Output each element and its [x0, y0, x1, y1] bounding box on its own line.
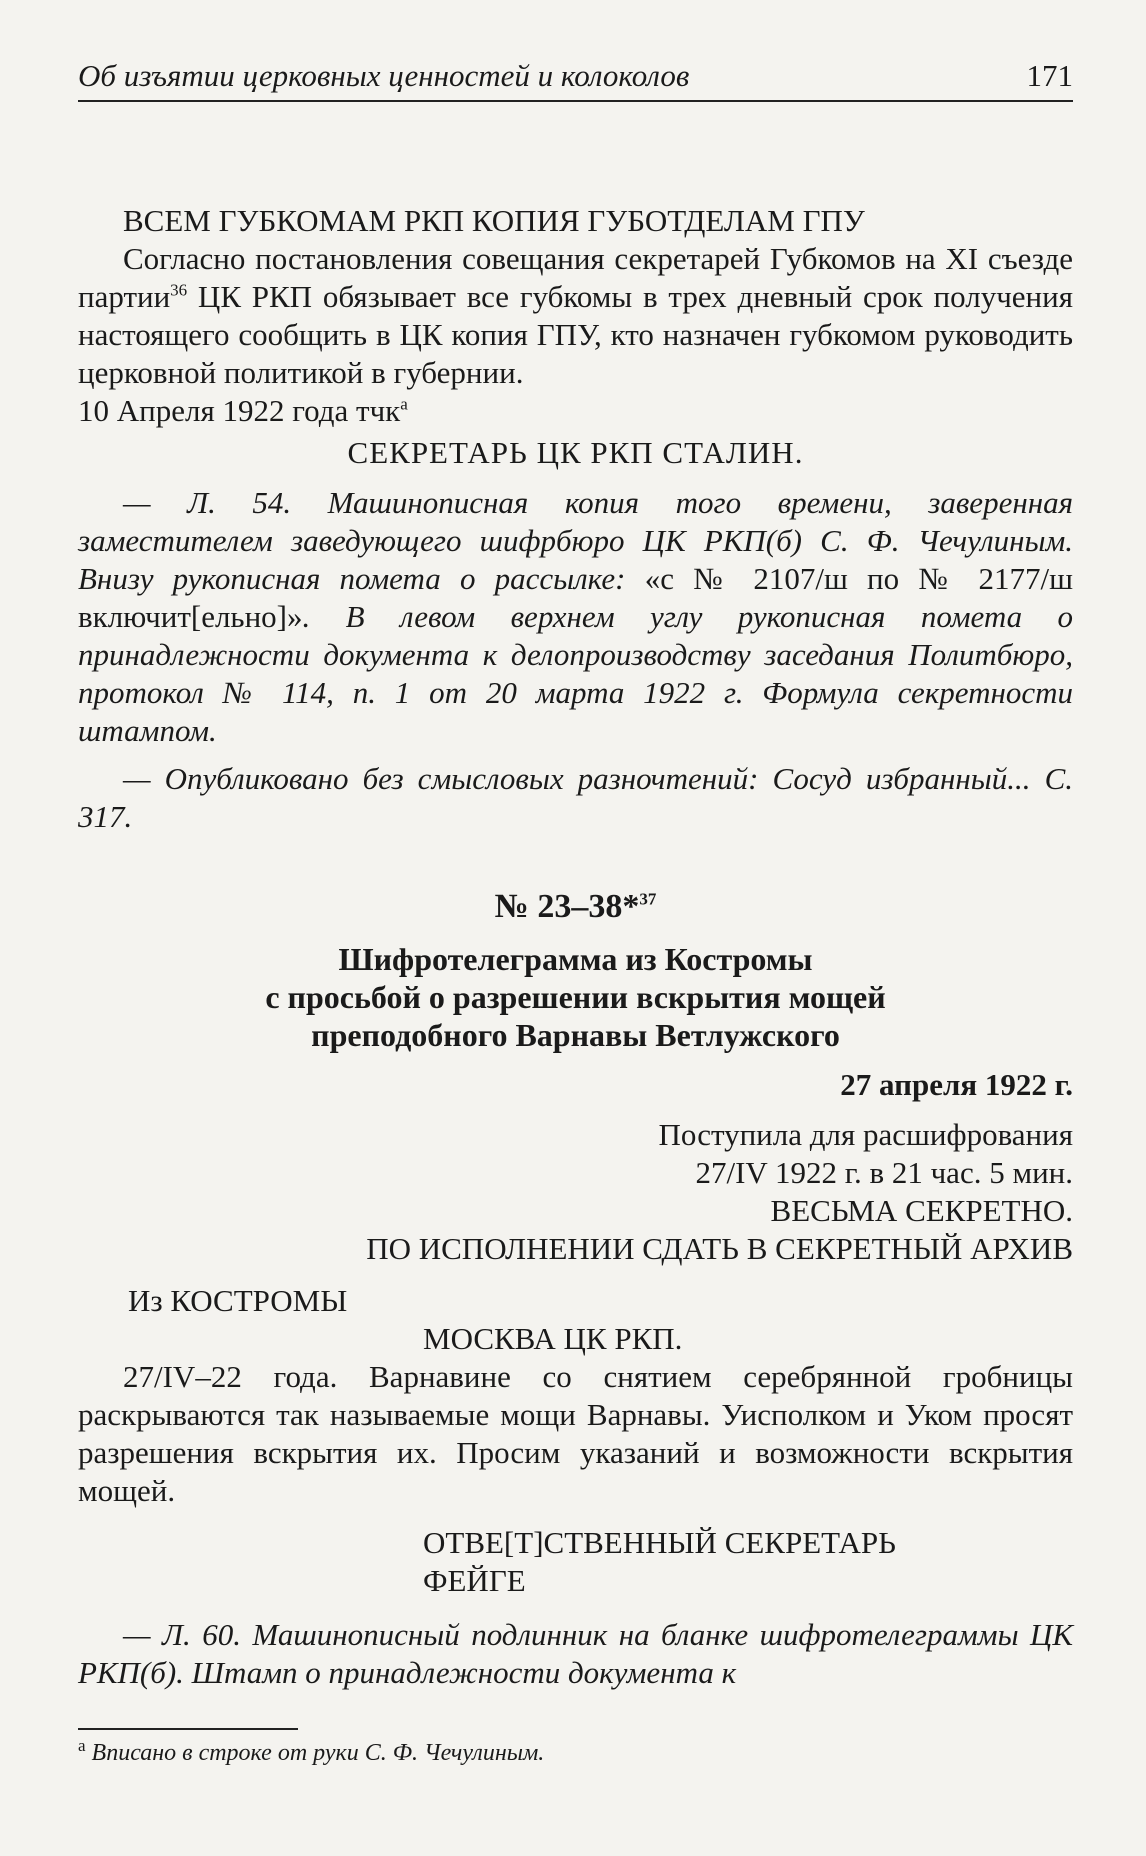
- received-line: Поступила для расшифрования: [658, 1117, 1073, 1152]
- running-header: [78, 58, 1073, 102]
- page: [78, 58, 1073, 1767]
- footnote-divider: [78, 1728, 298, 1730]
- running-title: Об изъятии церковных ценностей и колоколов: [78, 58, 690, 93]
- doc1-archive-note: — Л. 54. Машинописная копия того времени, заверенная заместителем заведующего шифрбюро ЦК РКП(б) С. Ф. Чечулиным. Внизу рукописная помета о рассылке: «с № 2107/ш по № 2177/ш включит[ельно]». В левом верхнем углу рукописная помета о принадлежности документа к делопроизводству заседания Политбюро, протокол № 114, п. 1 от 20 марта 1922 г. Формула секретности штампом.: [78, 485, 1073, 748]
- doc-title-line: с просьбой о разрешении вскрытия мощей: [265, 979, 886, 1015]
- doc1-date: 10 Апреля 1922 года тчк$^а$: [78, 393, 408, 428]
- page-number: 171: [1026, 58, 1073, 93]
- received-time: 27/IV 1922 г. в 21 час. 5 мин.: [695, 1155, 1073, 1190]
- telegram-to: МОСКВА ЦК РКП.: [423, 1321, 683, 1356]
- doc-number: № 23–38*$^{37}$: [494, 888, 657, 925]
- telegram-body: 27/IV–22 года. Варнавине со снятием серебрянной гробницы раскрываются так называемые мощи Варнавы. Уисполком и Уком просят разрешения вскрытия их. Просим указаний и возможности вскрытия мощей.: [78, 1359, 1073, 1508]
- doc2-archive-note: — Л. 60. Машинописный подлинник на бланке шифротелеграммы ЦК РКП(б). Штамп о принадлежности документа к: [78, 1617, 1073, 1690]
- telegram-from: Из КОСТРОМЫ: [128, 1283, 348, 1318]
- doc-title-line: Шифротелеграмма из Костромы: [338, 941, 813, 977]
- footnote-ref: а: [400, 394, 408, 414]
- secret-mark: ВЕСЬМА СЕКРЕТНО.: [770, 1193, 1073, 1228]
- doc1-heading: ВСЕМ ГУБКОМАМ РКП КОПИЯ ГУБОТДЕЛАМ ГПУ: [123, 203, 865, 238]
- archive-instruction: ПО ИСПОЛНЕНИИ СДАТЬ В СЕКРЕТНЫЙ АРХИВ: [366, 1231, 1073, 1266]
- note-ref: 37: [639, 889, 657, 909]
- sign-name: ФЕЙГЕ: [423, 1563, 526, 1598]
- doc-title-line: преподобного Варнавы Ветлужского: [311, 1017, 840, 1053]
- doc1-body: Согласно постановления совещания секретарей Губкомов на XI съезде партии$^{36}$ ЦК РКП обязывает все губкомы в трех дневный срок получения настоящего сообщить в ЦК копия ГПУ, кто назначен губкомом руководить церковной политикой в губернии.: [78, 241, 1073, 390]
- note-ref: 36: [170, 280, 188, 300]
- sign-title: ОТВЕ[Т]СТВЕННЫЙ СЕКРЕТАРЬ: [423, 1525, 896, 1560]
- footnote: $^а$ Вписано в строке от руки С. Ф. Чечулиным.: [78, 1736, 545, 1766]
- doc1-signature: СЕКРЕТАРЬ ЦК РКП СТАЛИН.: [347, 435, 804, 470]
- doc1-published-note: — Опубликовано без смысловых разночтений: Сосуд избранный... С. 317.: [78, 761, 1073, 834]
- doc-date: 27 апреля 1922 г.: [840, 1067, 1073, 1102]
